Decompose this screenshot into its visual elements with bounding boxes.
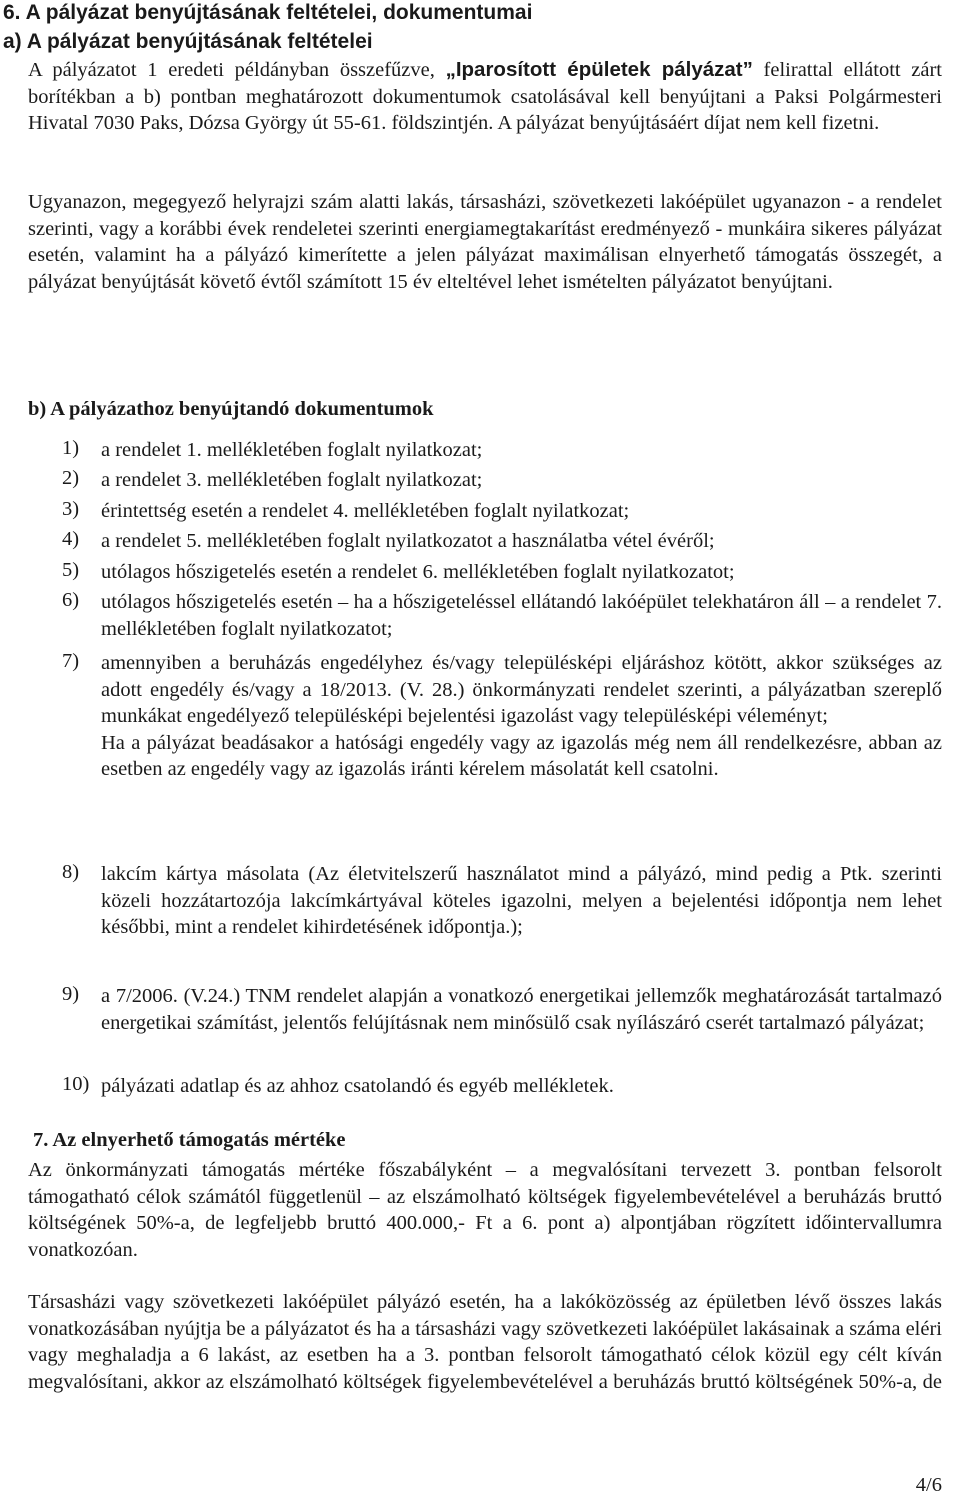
list-item-number: 8) xyxy=(62,861,80,883)
subsection-b-heading: b) A pályázathoz benyújtandó dokumentumok xyxy=(28,398,434,420)
list-item-number: 4) xyxy=(62,528,80,550)
paragraph-1-text-end: felirattal ellátott zárt borítékban a b) pontban meghatározott dokumentumok csatolásával kell benyújtani a Paksi Polgármesteri Hivatal 7030 Paks, Dózsa György út 55-61. földszintjén. A pályázat benyújtásáért díjat nem kell fizetni. xyxy=(28,59,942,134)
list-item-text: utólagos hőszigetelés esetén a rendelet 6. mellékletében foglalt nyilatkozatot; xyxy=(101,561,735,583)
list-item-number: 3) xyxy=(62,498,80,520)
list-item-text: a 7/2006. (V.24.) TNM rendelet alapján a vonatkozó energetikai jellemzők meghatározását tartalmazó energetikai számítást, jelentős felújításnak nem minősülő csak nyílászáró cserét tartalmazó pályázat; xyxy=(101,985,942,1034)
section-6-paragraph-1 xyxy=(28,57,942,137)
list-item-number: 5) xyxy=(62,559,80,581)
list-item-number: 7) xyxy=(62,650,80,672)
list-item-text: lakcím kártya másolata (Az életvitelszerű használatot mind a pályázó, mind pedig a Ptk. szerinti közeli hozzátartozója lakcímkártyával köteles igazolni, melyen a bejelentési időpontja nem lehet későbbi, mint a rendelet kihirdetésének időpontja.); xyxy=(101,863,942,938)
list-item-note: Ha a pályázat beadásakor a hatósági engedély vagy az igazolás még nem áll rendelkezésre, abban az esetben az engedély vagy az igazolás iránti kérelem másolatát kell csatolni. xyxy=(101,731,942,780)
list-item-text: érintettség esetén a rendelet 4. mellékletében foglalt nyilatkozat; xyxy=(101,500,630,522)
section-7-paragraph-1: Az önkormányzati támogatás mértéke főszabályként – a megvalósítani tervezett 3. pontban felsorolt támogatható célok számától függetlenül – az elszámolható költségek figyelembevételével a beruházás bruttó költségének 50%-a, de legfeljebb bruttó 400.000,- Ft a 6. pont a) alpontjában rögzített időintervallumra vonatkozóan. xyxy=(28,1159,942,1261)
list-item-text: a rendelet 5. mellékletében foglalt nyilatkozatot a használatba vétel évéről; xyxy=(101,530,715,552)
list-item-text: utólagos hőszigetelés esetén – ha a hőszigeteléssel ellátandó lakóépület telekhatáron áll – a rendelet 7. mellékletében foglalt nyilatkozatot; xyxy=(101,591,942,640)
list-item-text: a rendelet 1. mellékletében foglalt nyilatkozat; xyxy=(101,439,483,461)
list-item-text: amennyiben a beruházás engedélyhez és/vagy településképi eljáráshoz kötött, akkor szükséges az adott engedély és/vagy a 18/2013. (V. 28.) önkormányzati rendelet szerinti, a pályázatban szereplő munkákat engedélyező településképi bejelentési igazolást vagy településképi véleményt; xyxy=(101,652,942,727)
page-number: 4/6 xyxy=(915,1474,942,1496)
subsection-a-heading: a) A pályázat benyújtásának feltételei xyxy=(3,30,373,53)
list-item-number: 9) xyxy=(62,983,80,1005)
paragraph-1-text-start: A pályázatot 1 eredeti példányban összefűzve, xyxy=(28,59,446,81)
list-item-body xyxy=(101,650,942,783)
list-item-number: 6) xyxy=(62,589,80,611)
list-item-text: pályázati adatlap és az ahhoz csatolandó és egyéb mellékletek. xyxy=(101,1075,614,1097)
list-item-number: 10) xyxy=(62,1073,90,1095)
section-7-paragraph-2: Társasházi vagy szövetkezeti lakóépület pályázó esetén, ha a lakóközösség az épületben lévő összes lakás vonatkozásában nyújtja be a pályázatot és ha a társasházi vagy szövetkezeti lakóépület lakásainak a száma eléri vagy meghaladja a 6 lakást, az esetben ha a 3. pontban felsorolt támogatható célok közül egy célt kíván megvalósítani, akkor az elszámolható költségek figyelembevételével a beruházás bruttó költségének 50%-a, de xyxy=(28,1291,942,1393)
list-item-number: 2) xyxy=(62,467,80,489)
list-item-text: a rendelet 3. mellékletében foglalt nyilatkozat; xyxy=(101,469,483,491)
section-6-heading: 6. A pályázat benyújtásának feltételei, dokumentumai xyxy=(3,1,533,24)
list-item-number: 1) xyxy=(62,437,80,459)
section-7-heading: 7. Az elnyerhető támogatás mértéke xyxy=(33,1129,346,1151)
section-6-paragraph-2: Ugyanazon, megegyező helyrajzi szám alatti lakás, társasházi, szövetkezeti lakóépület ugyanazon - a rendelet szerinti, vagy a korábbi évek rendeletei szerinti energiamegtakarítást eredményező - munkáira sikeres pályázat esetén, valamint ha a pályázó kimerítette a jelen pályázat maximálisan elnyerhető támogatás összegét, a pályázat benyújtását követő évtől számított 15 év elteltével lehet ismételten pályázatot benyújtani. xyxy=(28,191,942,293)
envelope-label: „Iparosított épületek pályázat” xyxy=(445,58,753,81)
